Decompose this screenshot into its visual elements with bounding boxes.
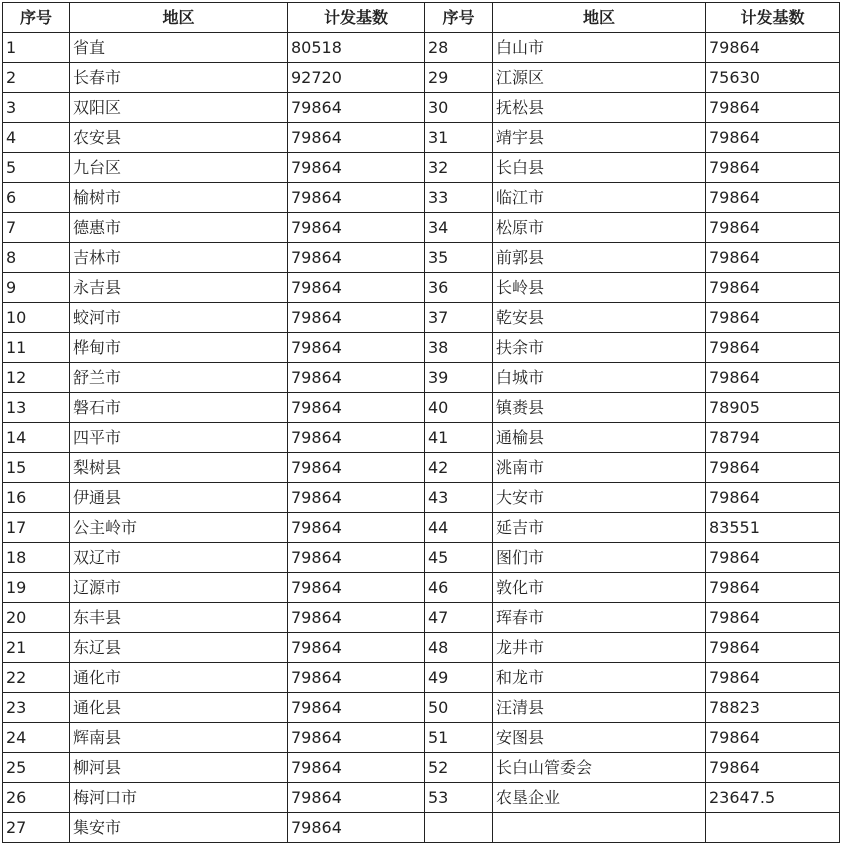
right-seq-cell: 30 xyxy=(425,93,493,123)
right-amount-cell: 79864 xyxy=(706,273,840,303)
right-seq-cell: 35 xyxy=(425,243,493,273)
left-amount-cell: 79864 xyxy=(288,393,425,423)
right-seq-cell: 51 xyxy=(425,723,493,753)
left-amount-cell: 79864 xyxy=(288,753,425,783)
right-region-cell: 长白县 xyxy=(493,153,706,183)
left-seq-cell: 16 xyxy=(3,483,70,513)
left-seq-cell: 8 xyxy=(3,243,70,273)
right-seq-cell: 40 xyxy=(425,393,493,423)
left-region-cell: 集安市 xyxy=(70,813,288,843)
header-region-right: 地区 xyxy=(493,3,706,33)
right-seq-cell: 50 xyxy=(425,693,493,723)
right-region-cell: 前郭县 xyxy=(493,243,706,273)
left-region-cell: 九台区 xyxy=(70,153,288,183)
header-amount-left: 计发基数 xyxy=(288,3,425,33)
right-amount-cell: 79864 xyxy=(706,123,840,153)
left-region-cell: 通化市 xyxy=(70,663,288,693)
left-amount-cell: 79864 xyxy=(288,483,425,513)
left-seq-cell: 10 xyxy=(3,303,70,333)
table-row xyxy=(3,783,840,813)
right-region-cell: 镇赉县 xyxy=(493,393,706,423)
right-amount-cell: 79864 xyxy=(706,93,840,123)
right-amount-cell: 79864 xyxy=(706,723,840,753)
left-seq-cell: 17 xyxy=(3,513,70,543)
left-amount-cell: 79864 xyxy=(288,723,425,753)
left-region-cell: 东辽县 xyxy=(70,633,288,663)
left-amount-cell: 79864 xyxy=(288,243,425,273)
header-row xyxy=(3,3,840,33)
right-seq-cell: 52 xyxy=(425,753,493,783)
right-amount-cell: 78794 xyxy=(706,423,840,453)
left-amount-cell: 79864 xyxy=(288,183,425,213)
left-region-cell: 磐石市 xyxy=(70,393,288,423)
right-amount-cell: 79864 xyxy=(706,573,840,603)
right-seq-cell: 41 xyxy=(425,423,493,453)
table-row xyxy=(3,813,840,843)
right-seq-cell: 46 xyxy=(425,573,493,603)
left-region-cell: 德惠市 xyxy=(70,213,288,243)
left-region-cell: 榆树市 xyxy=(70,183,288,213)
right-region-cell: 乾安县 xyxy=(493,303,706,333)
table-row xyxy=(3,393,840,423)
left-amount-cell: 79864 xyxy=(288,693,425,723)
right-amount-cell: 79864 xyxy=(706,543,840,573)
left-seq-cell: 6 xyxy=(3,183,70,213)
left-amount-cell: 79864 xyxy=(288,603,425,633)
left-seq-cell: 5 xyxy=(3,153,70,183)
left-amount-cell: 92720 xyxy=(288,63,425,93)
left-seq-cell: 20 xyxy=(3,603,70,633)
table-row xyxy=(3,483,840,513)
left-region-cell: 梅河口市 xyxy=(70,783,288,813)
left-seq-cell: 24 xyxy=(3,723,70,753)
right-amount-cell: 79864 xyxy=(706,363,840,393)
right-region-cell: 汪清县 xyxy=(493,693,706,723)
right-region-cell: 靖宇县 xyxy=(493,123,706,153)
table-row xyxy=(3,573,840,603)
right-region-cell: 长白山管委会 xyxy=(493,753,706,783)
right-region-cell: 敦化市 xyxy=(493,573,706,603)
table-row xyxy=(3,303,840,333)
left-amount-cell: 79864 xyxy=(288,783,425,813)
right-seq-cell: 28 xyxy=(425,33,493,63)
left-region-cell: 伊通县 xyxy=(70,483,288,513)
left-seq-cell: 27 xyxy=(3,813,70,843)
right-seq-cell: 44 xyxy=(425,513,493,543)
left-region-cell: 农安县 xyxy=(70,123,288,153)
right-amount-cell: 79864 xyxy=(706,243,840,273)
left-region-cell: 四平市 xyxy=(70,423,288,453)
table-row xyxy=(3,213,840,243)
right-region-cell xyxy=(493,813,706,843)
right-amount-cell: 79864 xyxy=(706,333,840,363)
right-region-cell: 抚松县 xyxy=(493,93,706,123)
right-amount-cell: 83551 xyxy=(706,513,840,543)
left-region-cell: 公主岭市 xyxy=(70,513,288,543)
header-amount-right: 计发基数 xyxy=(706,3,840,33)
right-amount-cell: 75630 xyxy=(706,63,840,93)
left-region-cell: 蛟河市 xyxy=(70,303,288,333)
table-row xyxy=(3,123,840,153)
right-region-cell: 珲春市 xyxy=(493,603,706,633)
left-amount-cell: 79864 xyxy=(288,363,425,393)
right-region-cell: 安图县 xyxy=(493,723,706,753)
right-region-cell: 松原市 xyxy=(493,213,706,243)
left-amount-cell: 80518 xyxy=(288,33,425,63)
table-row xyxy=(3,93,840,123)
right-seq-cell: 49 xyxy=(425,663,493,693)
left-seq-cell: 26 xyxy=(3,783,70,813)
left-amount-cell: 79864 xyxy=(288,153,425,183)
table-row xyxy=(3,363,840,393)
right-amount-cell: 79864 xyxy=(706,483,840,513)
left-amount-cell: 79864 xyxy=(288,633,425,663)
left-region-cell: 舒兰市 xyxy=(70,363,288,393)
right-region-cell: 长岭县 xyxy=(493,273,706,303)
right-amount-cell: 79864 xyxy=(706,603,840,633)
right-amount-cell: 79864 xyxy=(706,183,840,213)
right-amount-cell: 79864 xyxy=(706,153,840,183)
table-row xyxy=(3,453,840,483)
right-amount-cell: 79864 xyxy=(706,303,840,333)
table-row xyxy=(3,603,840,633)
table-row xyxy=(3,33,840,63)
table-row xyxy=(3,663,840,693)
right-amount-cell: 79864 xyxy=(706,213,840,243)
table-row xyxy=(3,423,840,453)
right-amount-cell: 79864 xyxy=(706,633,840,663)
left-region-cell: 辽源市 xyxy=(70,573,288,603)
left-amount-cell: 79864 xyxy=(288,273,425,303)
right-seq-cell: 47 xyxy=(425,603,493,633)
table-row xyxy=(3,333,840,363)
left-region-cell: 双阳区 xyxy=(70,93,288,123)
left-seq-cell: 9 xyxy=(3,273,70,303)
right-seq-cell: 33 xyxy=(425,183,493,213)
left-seq-cell: 1 xyxy=(3,33,70,63)
right-amount-cell xyxy=(706,813,840,843)
left-amount-cell: 79864 xyxy=(288,663,425,693)
table-row xyxy=(3,153,840,183)
right-amount-cell: 79864 xyxy=(706,453,840,483)
right-region-cell: 大安市 xyxy=(493,483,706,513)
right-region-cell: 扶余市 xyxy=(493,333,706,363)
right-seq-cell: 39 xyxy=(425,363,493,393)
header-region-left: 地区 xyxy=(70,3,288,33)
right-region-cell: 农垦企业 xyxy=(493,783,706,813)
table-row xyxy=(3,513,840,543)
right-seq-cell: 45 xyxy=(425,543,493,573)
right-seq-cell: 42 xyxy=(425,453,493,483)
left-seq-cell: 11 xyxy=(3,333,70,363)
right-region-cell: 和龙市 xyxy=(493,663,706,693)
right-seq-cell: 38 xyxy=(425,333,493,363)
left-seq-cell: 23 xyxy=(3,693,70,723)
right-region-cell: 延吉市 xyxy=(493,513,706,543)
right-region-cell: 临江市 xyxy=(493,183,706,213)
table-row xyxy=(3,243,840,273)
left-amount-cell: 79864 xyxy=(288,213,425,243)
left-amount-cell: 79864 xyxy=(288,303,425,333)
table-row xyxy=(3,543,840,573)
left-region-cell: 长春市 xyxy=(70,63,288,93)
right-amount-cell: 79864 xyxy=(706,753,840,783)
left-amount-cell: 79864 xyxy=(288,573,425,603)
right-seq-cell: 48 xyxy=(425,633,493,663)
right-seq-cell: 43 xyxy=(425,483,493,513)
left-region-cell: 省直 xyxy=(70,33,288,63)
left-region-cell: 柳河县 xyxy=(70,753,288,783)
left-region-cell: 吉林市 xyxy=(70,243,288,273)
left-seq-cell: 3 xyxy=(3,93,70,123)
right-region-cell: 洮南市 xyxy=(493,453,706,483)
right-seq-cell: 53 xyxy=(425,783,493,813)
left-region-cell: 永吉县 xyxy=(70,273,288,303)
left-seq-cell: 14 xyxy=(3,423,70,453)
left-seq-cell: 19 xyxy=(3,573,70,603)
right-seq-cell xyxy=(425,813,493,843)
left-region-cell: 通化县 xyxy=(70,693,288,723)
table-row xyxy=(3,693,840,723)
left-amount-cell: 79864 xyxy=(288,513,425,543)
left-seq-cell: 7 xyxy=(3,213,70,243)
right-amount-cell: 79864 xyxy=(706,663,840,693)
header-seq-left: 序号 xyxy=(3,3,70,33)
table-row xyxy=(3,63,840,93)
left-amount-cell: 79864 xyxy=(288,123,425,153)
left-seq-cell: 12 xyxy=(3,363,70,393)
table-body xyxy=(3,33,840,843)
right-seq-cell: 36 xyxy=(425,273,493,303)
left-region-cell: 双辽市 xyxy=(70,543,288,573)
table-row xyxy=(3,753,840,783)
left-seq-cell: 25 xyxy=(3,753,70,783)
right-amount-cell: 79864 xyxy=(706,33,840,63)
left-amount-cell: 79864 xyxy=(288,423,425,453)
left-region-cell: 东丰县 xyxy=(70,603,288,633)
left-seq-cell: 21 xyxy=(3,633,70,663)
left-amount-cell: 79864 xyxy=(288,93,425,123)
left-region-cell: 桦甸市 xyxy=(70,333,288,363)
right-region-cell: 图们市 xyxy=(493,543,706,573)
right-seq-cell: 29 xyxy=(425,63,493,93)
header-seq-right: 序号 xyxy=(425,3,493,33)
table-row xyxy=(3,633,840,663)
left-seq-cell: 2 xyxy=(3,63,70,93)
left-seq-cell: 4 xyxy=(3,123,70,153)
right-region-cell: 江源区 xyxy=(493,63,706,93)
right-seq-cell: 34 xyxy=(425,213,493,243)
table-row xyxy=(3,723,840,753)
left-amount-cell: 79864 xyxy=(288,543,425,573)
right-region-cell: 龙井市 xyxy=(493,633,706,663)
table-row xyxy=(3,183,840,213)
left-region-cell: 梨树县 xyxy=(70,453,288,483)
right-region-cell: 白山市 xyxy=(493,33,706,63)
right-amount-cell: 78905 xyxy=(706,393,840,423)
right-region-cell: 通榆县 xyxy=(493,423,706,453)
left-seq-cell: 22 xyxy=(3,663,70,693)
left-amount-cell: 79864 xyxy=(288,813,425,843)
table-row xyxy=(3,273,840,303)
left-seq-cell: 18 xyxy=(3,543,70,573)
left-region-cell: 辉南县 xyxy=(70,723,288,753)
left-amount-cell: 79864 xyxy=(288,453,425,483)
right-region-cell: 白城市 xyxy=(493,363,706,393)
right-seq-cell: 37 xyxy=(425,303,493,333)
right-amount-cell: 78823 xyxy=(706,693,840,723)
right-seq-cell: 31 xyxy=(425,123,493,153)
right-amount-cell: 23647.5 xyxy=(706,783,840,813)
left-amount-cell: 79864 xyxy=(288,333,425,363)
left-seq-cell: 13 xyxy=(3,393,70,423)
right-seq-cell: 32 xyxy=(425,153,493,183)
base-amount-table xyxy=(2,2,840,843)
left-seq-cell: 15 xyxy=(3,453,70,483)
